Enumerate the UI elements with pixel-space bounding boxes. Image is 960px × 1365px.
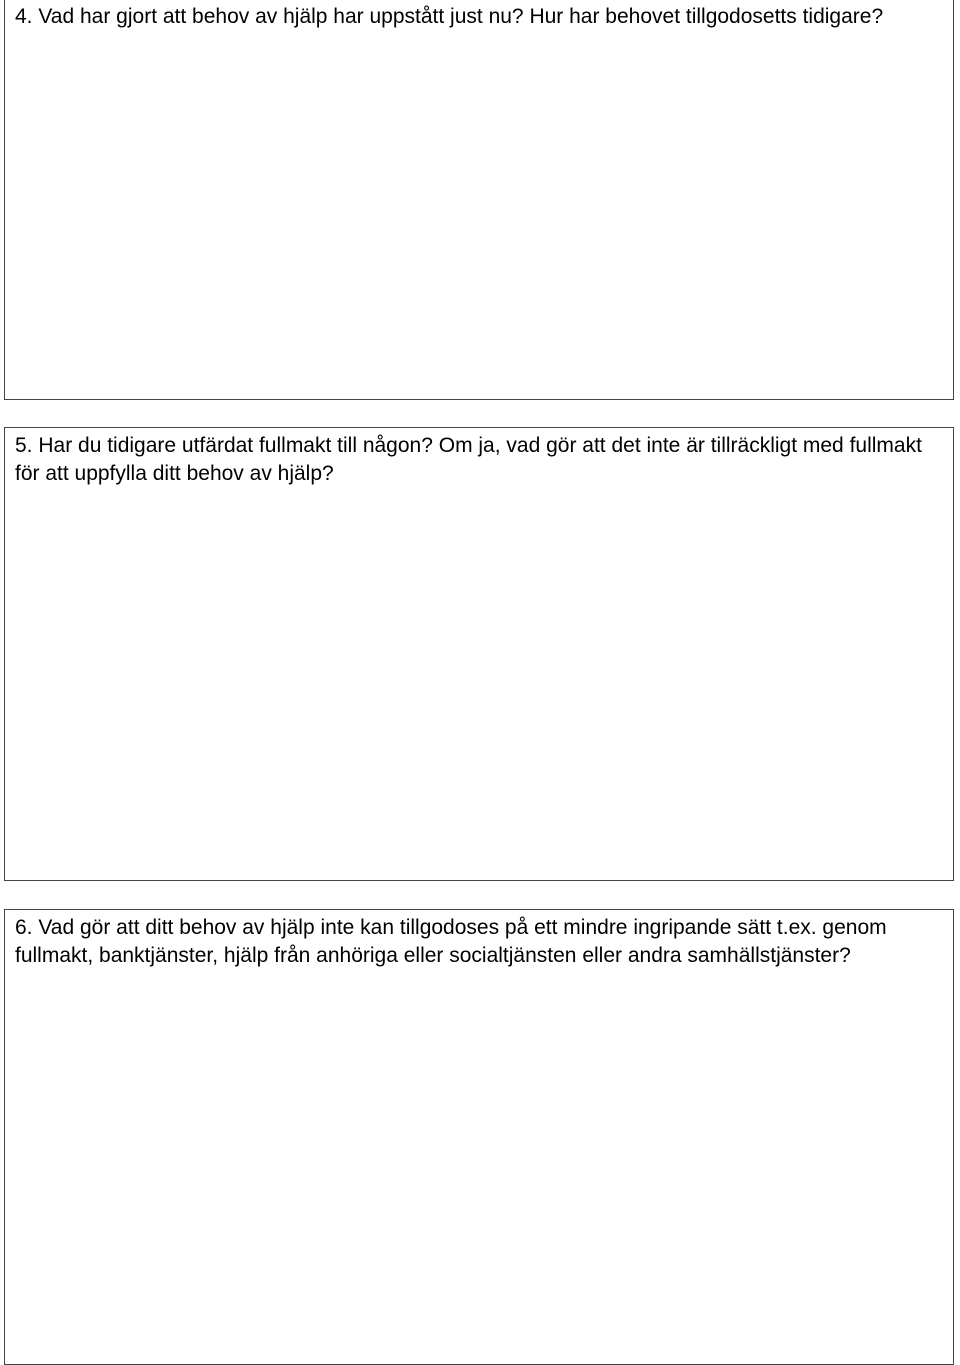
question-box-6 xyxy=(4,909,954,1365)
question-text-5: 5. Har du tidigare utfärdat fullmakt till någon? Om ja, vad gör att det inte är tillräckligt med fullmakt för att uppfylla ditt behov av hjälp? xyxy=(15,434,922,485)
answer-area-5[interactable] xyxy=(5,492,953,880)
answer-area-4[interactable] xyxy=(5,63,953,399)
question-text-4: 4. Vad har gjort att behov av hjälp har uppstått just nu? Hur har behovet tillgodosetts tidigare? xyxy=(15,5,884,28)
question-text-6: 6. Vad gör att ditt behov av hjälp inte kan tillgodoses på ett mindre ingripande sätt t.ex. genom fullmakt, banktjänster, hjälp från anhöriga eller socialtjänsten eller andra samhällstjänster? xyxy=(15,916,887,967)
question-box-5 xyxy=(4,427,954,881)
answer-area-6[interactable] xyxy=(5,1002,953,1364)
question-box-4 xyxy=(4,0,954,400)
